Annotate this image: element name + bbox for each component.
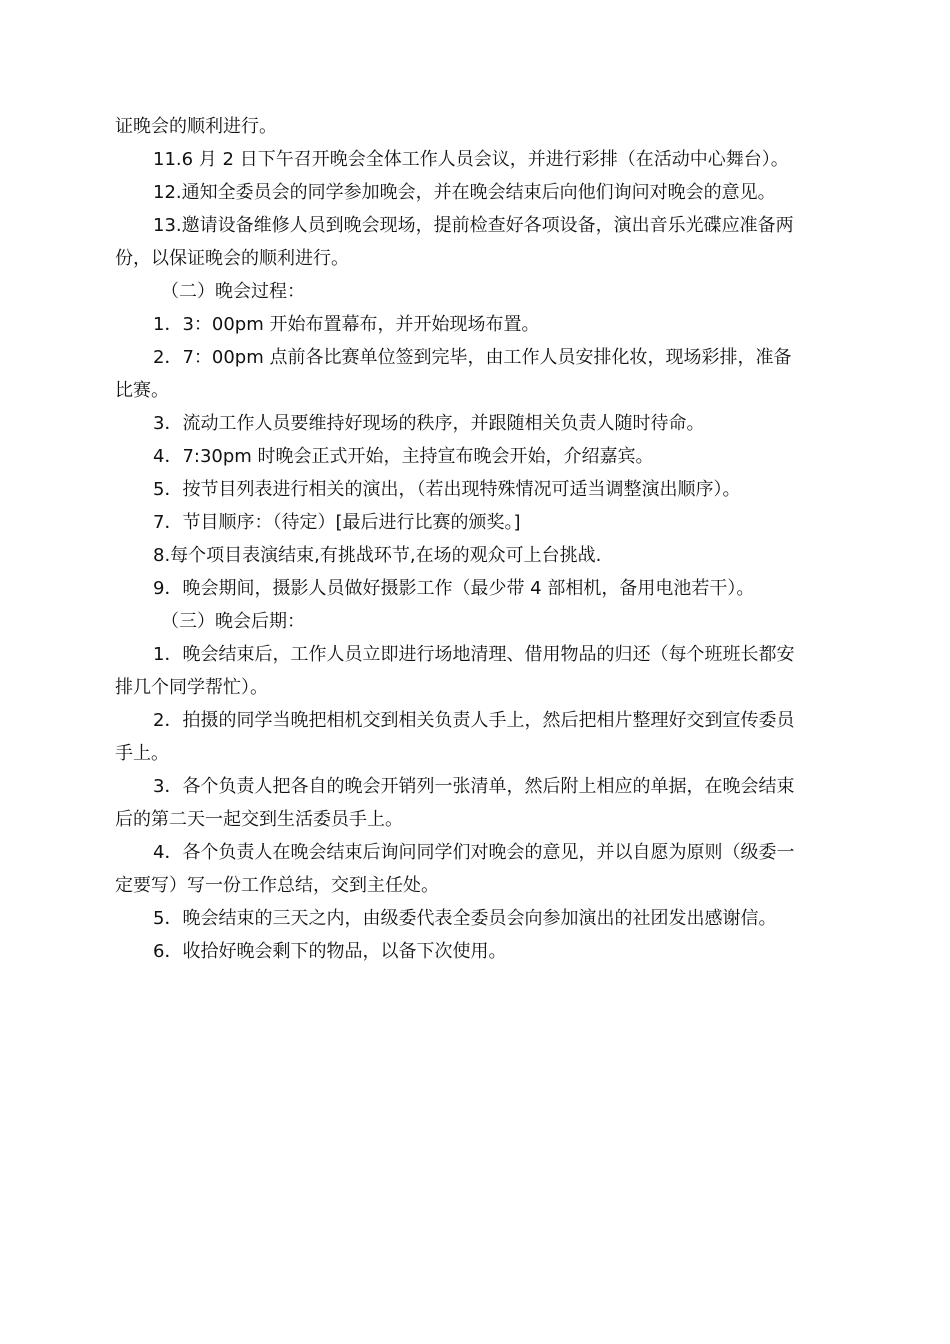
list-item: 8.每个项目表演结束,有挑战环节,在场的观众可上台挑战. [153, 545, 602, 566]
list-item: 11.6 月 2 日下午召开晚会全体工作人员会议，并进行彩排（在活动中心舞台）。 [153, 149, 789, 170]
text-line: 份，以保证晚会的顺利进行。 [115, 248, 349, 269]
text-line: 后的第二天一起交到生活委员手上。 [115, 809, 403, 830]
list-item: 13.邀请设备维修人员到晚会现场，提前检查好各项设备，演出音乐光碟应准备两 [153, 215, 794, 236]
list-item: 2．7：00pm 点前各比赛单位签到完毕，由工作人员安排化妆，现场彩排，准备 [153, 347, 792, 368]
text-line: 手上。 [115, 743, 169, 764]
text-line: 比赛。 [115, 380, 169, 401]
list-item: 2．拍摄的同学当晚把相机交到相关负责人手上，然后把相片整理好交到宣传委员 [153, 710, 795, 731]
list-item: 3．流动工作人员要维持好现场的秩序，并跟随相关负责人随时待命。 [153, 413, 705, 434]
list-item: 12.通知全委员会的同学参加晚会，并在晚会结束后向他们询问对晚会的意见。 [153, 182, 776, 203]
list-item: 1．3：00pm 开始布置幕布，并开始现场布置。 [153, 314, 540, 335]
list-item: 4．7:30pm 时晚会正式开始，主持宣布晚会开始，介绍嘉宾。 [153, 446, 654, 467]
document-body [115, 110, 837, 968]
list-item: 9．晚会期间，摄影人员做好摄影工作（最少带 4 部相机，备用电池若干）。 [153, 578, 755, 599]
list-item: 7．节目顺序：（待定）[最后进行比赛的颁奖。] [153, 512, 521, 533]
list-item: 5．晚会结束的三天之内，由级委代表全委员会向参加演出的社团发出感谢信。 [153, 908, 777, 929]
list-item: 6．收拾好晚会剩下的物品，以备下次使用。 [153, 941, 507, 962]
text-line: 定要写）写一份工作总结，交到主任处。 [115, 875, 439, 896]
text-line: 排几个同学帮忙）。 [115, 677, 268, 698]
list-item: 4．各个负责人在晚会结束后询问同学们对晚会的意见，并以自愿为原则（级委一 [153, 842, 795, 863]
text-line: 证晚会的顺利进行。 [115, 116, 277, 137]
list-item: 3．各个负责人把各自的晚会开销列一张清单，然后附上相应的单据，在晚会结束 [153, 776, 795, 797]
list-item: 1．晚会结束后，工作人员立即进行场地清理、借用物品的归还（每个班班长都安 [153, 644, 795, 665]
list-item: 5．按节目列表进行相关的演出，（若出现特殊情况可适当调整演出顺序）。 [153, 479, 741, 500]
section-heading: （二）晚会过程： [161, 281, 305, 302]
section-heading: （三）晚会后期： [161, 611, 305, 632]
